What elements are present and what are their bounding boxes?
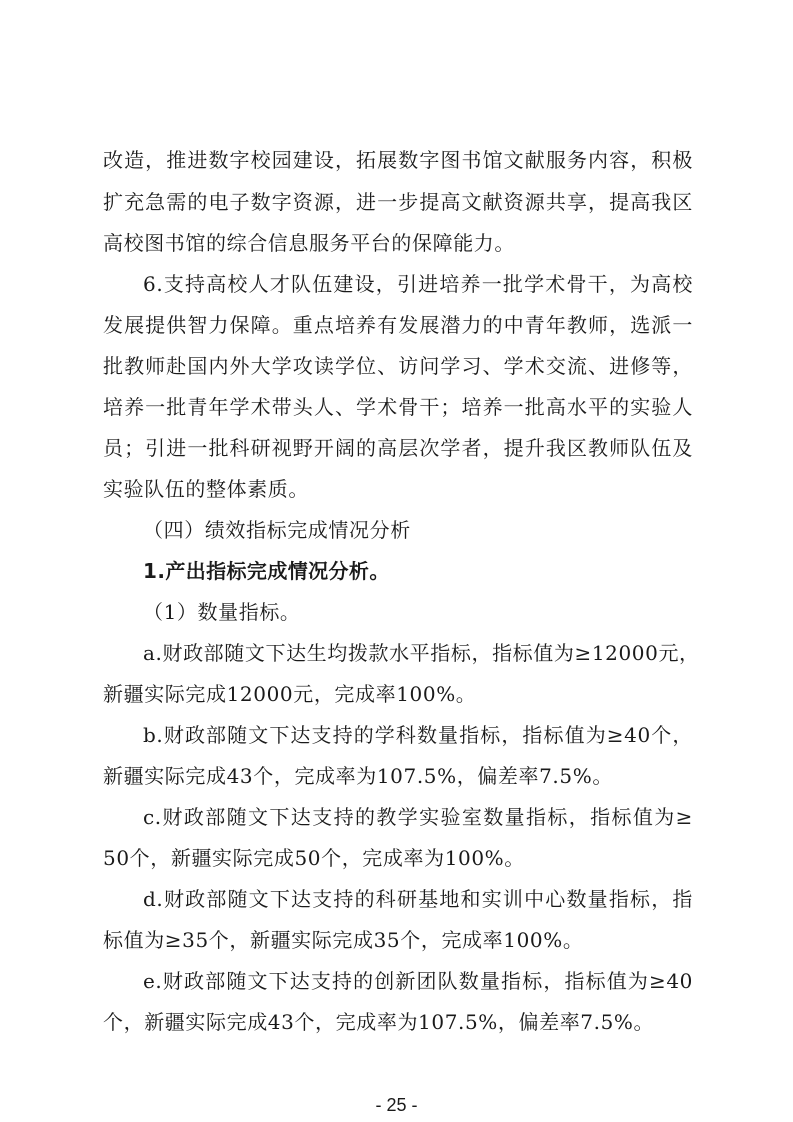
body-text-line: 高校图书馆的综合信息服务平台的保障能力。 <box>103 231 515 255</box>
body-text-line: 标值为≥35个，新疆实际完成35个，完成率100%。 <box>103 928 584 952</box>
body-text-line: 50个，新疆实际完成50个，完成率为100%。 <box>103 846 525 870</box>
body-text-line: 培养一批青年学术带头人、学术骨干；培养一批高水平的实验人 <box>103 395 693 419</box>
body-text-line: 实验队伍的整体素质。 <box>103 477 309 501</box>
item-heading: （1）数量指标。 <box>143 600 301 624</box>
body-text-line: 发展提供智力保障。重点培养有发展潜力的中青年教师，选派一 <box>103 313 693 337</box>
body-text-line: a.财政部随文下达生均拨款水平指标，指标值为≥12000元， <box>143 641 700 665</box>
body-text-line: 扩充急需的电子数字资源，进一步提高文献资源共享，提高我区 <box>103 190 693 214</box>
body-text-line: e.财政部随文下达支持的创新团队数量指标，指标值为≥40 <box>143 969 693 993</box>
body-text-line: 批教师赴国内外大学攻读学位、访问学习、学术交流、进修等， <box>103 354 693 378</box>
body-text-line: 员；引进一批科研视野开阔的高层次学者，提升我区教师队伍及 <box>103 436 693 460</box>
body-text-line: 6.支持高校人才队伍建设，引进培养一批学术骨干，为高校 <box>143 272 693 296</box>
body-text-line: 个，新疆实际完成43个，完成率为107.5%，偏差率7.5%。 <box>103 1010 655 1034</box>
body-text-line: c.财政部随文下达支持的教学实验室数量指标，指标值为≥ <box>143 805 693 829</box>
body-text-line: b.财政部随文下达支持的学科数量指标，指标值为≥40个， <box>143 723 693 747</box>
subsection-heading: 1.产出指标完成情况分析。 <box>143 559 390 583</box>
body-text-line: 改造，推进数字校园建设，拓展数字图书馆文献服务内容，积极 <box>103 148 693 172</box>
body-text-line: 新疆实际完成12000元，完成率100%。 <box>103 682 477 706</box>
page-number: - 25 - <box>375 1095 418 1115</box>
body-text-line: d.财政部随文下达支持的科研基地和实训中心数量指标，指 <box>143 887 693 911</box>
body-text-line: 新疆实际完成43个，完成率为107.5%，偏差率7.5%。 <box>103 764 613 788</box>
section-heading: （四）绩效指标完成情况分析 <box>143 518 411 542</box>
